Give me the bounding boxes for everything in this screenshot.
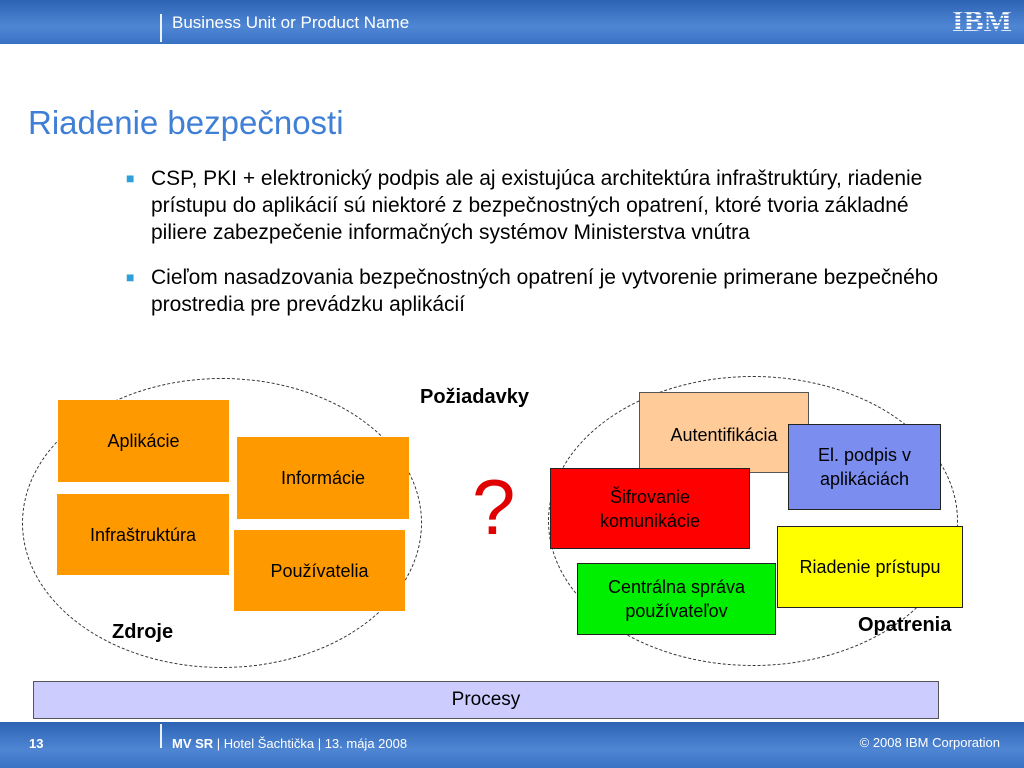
footer-separator [160, 724, 162, 748]
box-user-management: Centrálna správa používateľov [577, 563, 776, 635]
box-information: Informácie [237, 437, 409, 519]
footer-info [172, 736, 407, 751]
sources-label: Zdroje [112, 621, 174, 643]
box-access-control: Riadenie prístupu [777, 526, 963, 608]
requirements-label: Požiadavky [420, 386, 529, 408]
business-unit-label: Business Unit or Product Name [172, 13, 410, 32]
footer-event: | Hotel Šachtička | 13. mája 2008 [213, 736, 408, 751]
slide-number: 13 [29, 736, 44, 751]
header-separator [160, 14, 162, 42]
processes-label: Procesy [451, 689, 521, 710]
footer-bar [0, 722, 1024, 768]
box-encryption: Šifrovanie komunikácie [550, 468, 750, 549]
measures-label: Opatrenia [858, 614, 952, 636]
bullet-list [126, 165, 946, 336]
question-mark: ? [472, 463, 516, 551]
header-bar [0, 0, 1024, 44]
bullet-text: Cieľom nasadzovania bezpečnostných opatrení je vytvorenie primerane bezpečného prostredia pre prevádzku aplikácií [151, 266, 939, 316]
box-infrastructure: Infraštruktúra [57, 494, 229, 575]
bullet-item [126, 264, 946, 318]
svg-text:IBM: IBM [952, 5, 1012, 35]
box-authentication: Autentifikácia [639, 392, 809, 473]
box-applications: Aplikácie [58, 400, 229, 482]
box-e-signature: El. podpis v aplikáciách [788, 424, 941, 510]
copyright-text: © 2008 IBM Corporation [859, 735, 1000, 750]
footer-org: MV SR [172, 736, 214, 751]
square-bullet-icon: ■ [126, 269, 135, 285]
bullet-item [126, 165, 946, 246]
slide-title: Riadenie bezpečnosti [28, 104, 344, 141]
bullet-text: CSP, PKI + elektronický podpis ale aj existujúca architektúra infraštruktúry, riadenie prístupu do aplikácií sú niektoré z bezpečnostných opatrení, ktoré tvoria základné piliere zabezpečenie informačných systémov Ministerstva vnútra [151, 167, 923, 244]
square-bullet-icon: ■ [126, 170, 135, 186]
processes-bar [33, 681, 939, 719]
box-users: Používatelia [234, 530, 405, 611]
ibm-logo [946, 5, 1018, 35]
